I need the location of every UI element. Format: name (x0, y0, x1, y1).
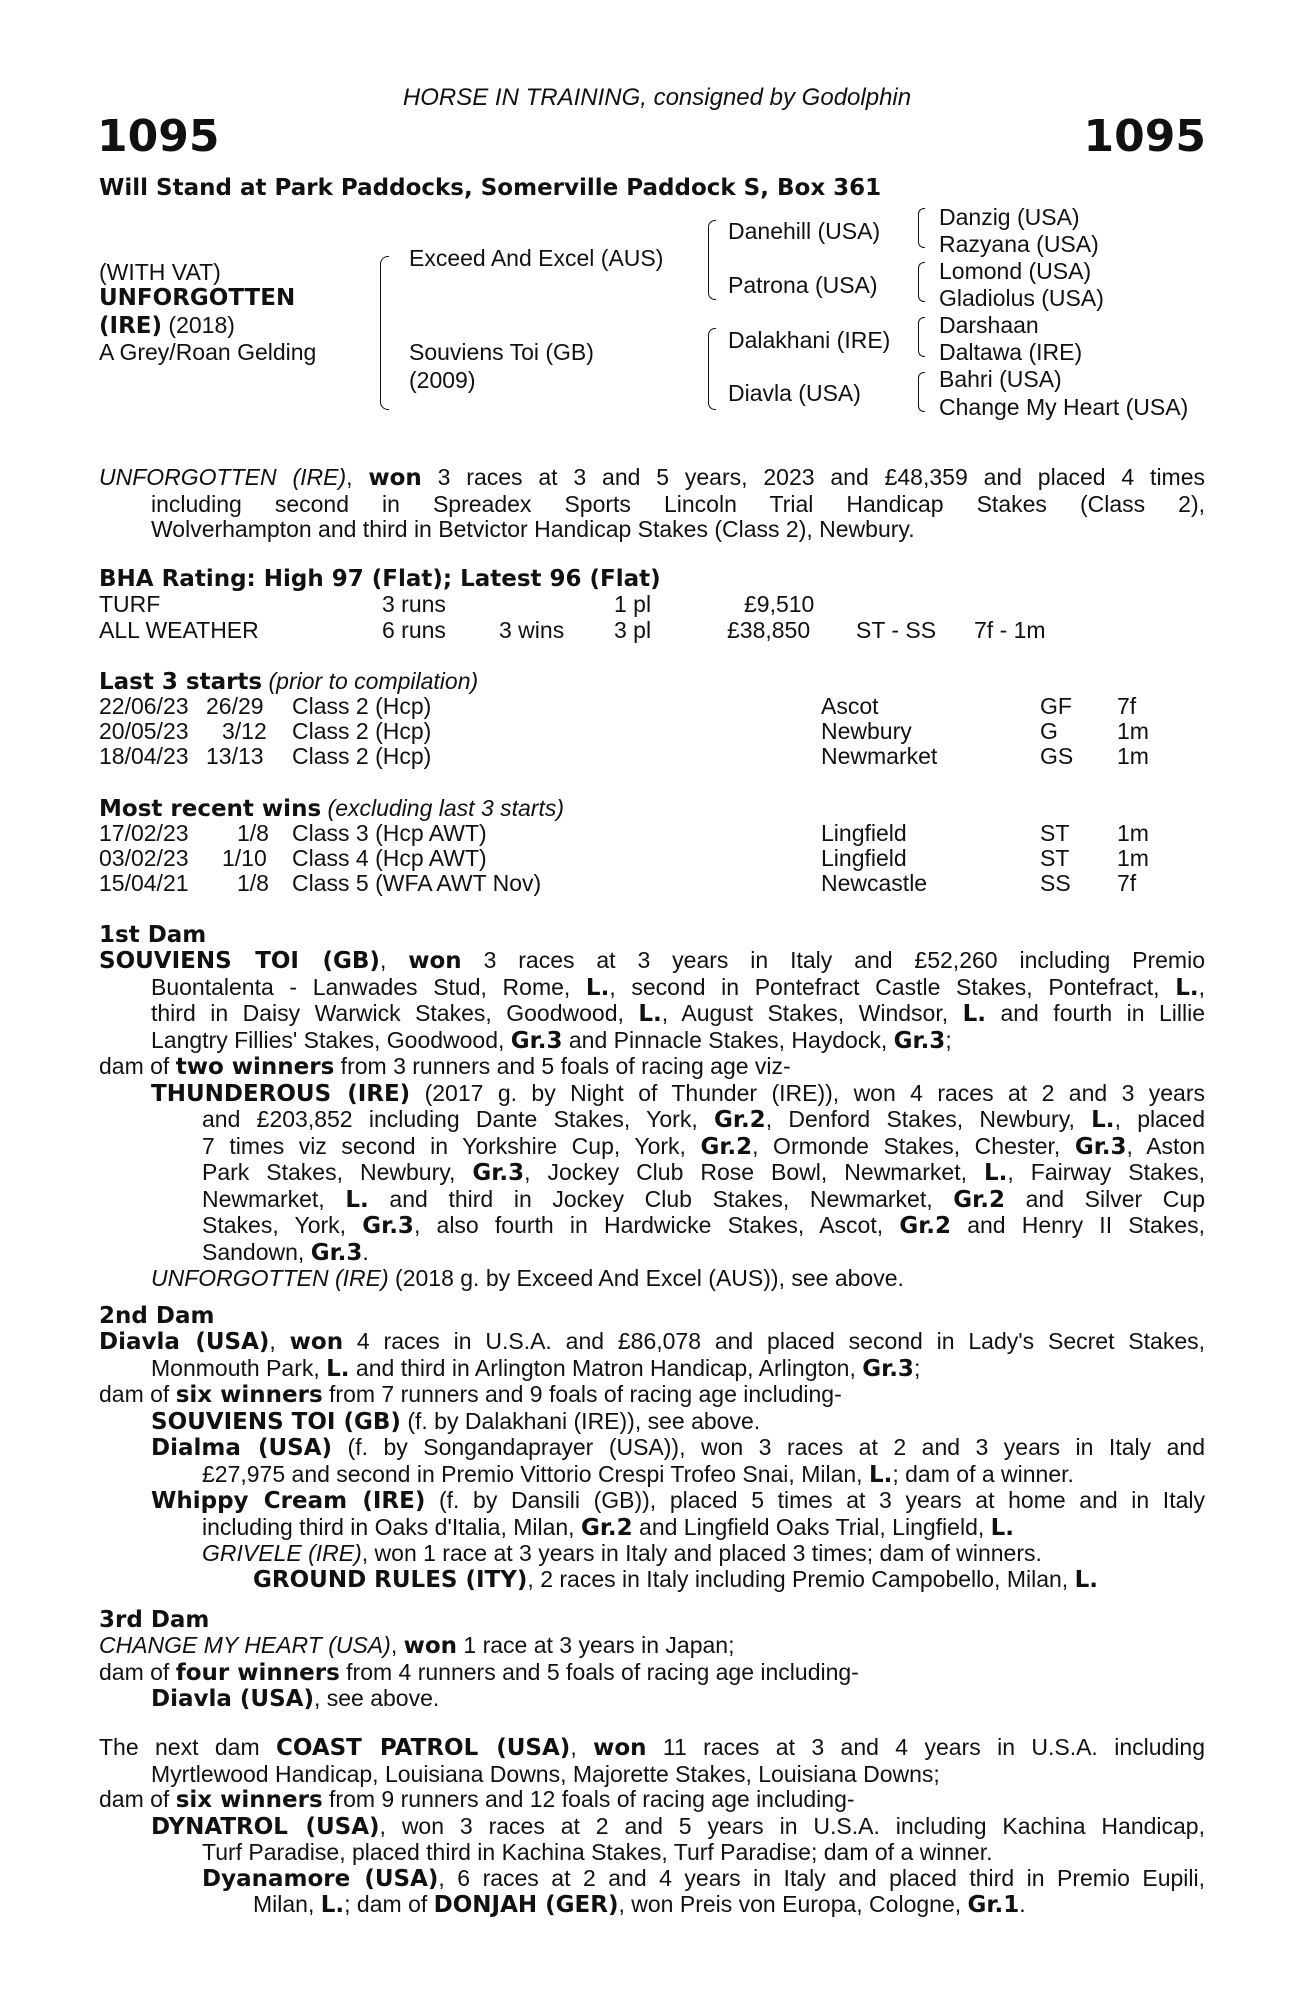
recent-wins-row: 15/04/21 1/8 Class 5 (WFA AWT Nov) Newcastle SS 7f (99, 870, 1137, 896)
produce-grivele: GRIVELE (IRE), won 1 race at 3 years in Italy and placed 3 times; dam of winners. (202, 1540, 1042, 1566)
recent-wins-heading: Most recent wins (excluding last 3 starts) (99, 795, 565, 822)
rating-row-all-weather: ALL WEATHER 6 runs 3 wins 3 pl £38,850 ST - SS 7f - 1m (99, 617, 1046, 643)
recent-wins-row: 17/02/23 1/8 Class 3 (Hcp AWT) Lingfield ST 1m (99, 820, 1149, 846)
vat-note: (WITH VAT) (99, 259, 221, 285)
pedigree-dsd: Daltawa (IRE) (939, 339, 1083, 365)
horse-description: A Grey/Roan Gelding (99, 339, 317, 365)
recent-wins-row: 03/02/23 1/10 Class 4 (Hcp AWT) Lingfield ST 1m (99, 845, 1149, 871)
dam2-text: Diavla (USA), won 4 races in U.S.A. and £86,078 and placed second in Lady's Secret Stakes, Monmouth Park, L. and third in Arlington Matron Handicap, Arlington, Gr.3; dam of six winners from 7 runners and 9 foals of racing age including- SOUVIENS TOI (GB) (f. by Dalakhani (IRE)), see above. Dialma (USA) (f. by Songandaprayer (USA)), won 3 races at 2 and 3 years in Italy and £27,975 and second in Premio Vittorio Crespi Trofeo Snai, Milan, L.; dam of a winner. Whippy Cream (IRE) (f. by Dansili (GB)), placed 5 times at 3 years at home and in Italy including third in Oaks d'Italia, Milan, Gr.2 and Lingfield Oaks Trial, Lingfield, L. GRIVELE (IRE), won 1 race at 3 years in Italy and placed 3 times; dam of winners. GROUND RULES (ITY), 2 races in Italy including Premio Campobello, Milan, L. (99, 1328, 1206, 1593)
pedigree-ds: Dalakhani (IRE) (728, 327, 891, 353)
dam2-heading: 2nd Dam (99, 1303, 215, 1329)
last3-heading: Last 3 starts (prior to compilation) (99, 668, 479, 695)
pedigree-dds: Bahri (USA) (939, 366, 1062, 392)
last3-row: 20/05/23 3/12 Class 2 (Hcp) Newbury G 1m (99, 718, 1149, 744)
pedigree-brace-ds (918, 317, 925, 357)
pedigree-dam: Souviens Toi (GB) (409, 339, 594, 365)
horse-year: (2018) (168, 312, 235, 338)
produce-ground-rules: GROUND RULES (ITY), 2 races in Italy including Premio Campobello, Milan, L. (253, 1565, 1098, 1593)
produce-dyanamore: Dyanamore (USA), 6 races at 2 and 4 years in Italy and placed third in Premio Eupili, (202, 1864, 1206, 1892)
horse-country: (IRE) (99, 313, 163, 339)
pedigree-dam-year: (2009) (409, 367, 476, 393)
dam3-heading: 3rd Dam (99, 1607, 210, 1633)
last3-row: 22/06/23 26/29 Class 2 (Hcp) Ascot GF 7f (99, 693, 1137, 719)
dam3-text: CHANGE MY HEART (USA), won 1 race at 3 years in Japan; dam of four winners from 4 runners and 5 foals of racing age including- Diavla (USA), see above. (99, 1633, 1205, 1713)
summary-line-1: UNFORGOTTEN (IRE), won 3 races at 3 and 5 years, 2023 and £48,359 and placed 4 times (99, 464, 1206, 491)
horse-name: UNFORGOTTEN (99, 285, 296, 311)
pedigree-ss: Danehill (USA) (728, 218, 881, 244)
produce-thunderous: THUNDEROUS (IRE) (2017 g. by Night of Thunder (IRE)), won 4 races at 2 and 3 years (151, 1079, 1205, 1107)
pedigree-brace-main (380, 256, 389, 410)
pedigree-sdd: Gladiolus (USA) (939, 285, 1104, 311)
produce-unforgotten: UNFORGOTTEN (IRE) (2018 g. by Exceed And Excel (AUS)), see above. (151, 1265, 904, 1291)
produce-dialma: Dialma (USA) (f. by Songandaprayer (USA)), won 3 races at 2 and 3 years in Italy and (151, 1434, 1205, 1461)
next-dam-text: The next dam COAST PATROL (USA), won 11 races at 3 and 4 years in U.S.A. including Myrtlewood Handicap, Louisiana Downs, Majorette Stakes, Louisiana Downs; dam of six winners from 9 runners and 12 foals of racing age including- DYNATROL (USA), won 3 races at 2 and 5 years in U.S.A. including Kachina Handicap, Turf Paradise, placed third in Kachina Stakes, Turf Paradise; dam of a winner. Dyanamore (USA), 6 races at 2 and 4 years in Italy and placed third in Premio Eupili, Milan, L.; dam of DONJAH (GER), won Preis von Europa, Cologne, Gr.1. (99, 1734, 1206, 1918)
pedigree-brace-dam (708, 328, 716, 410)
summary-line-2: including second in Spreadex Sports Lincoln Trial Handicap Stakes (Class 2), (151, 490, 1205, 517)
lot-number-left: 1095 (97, 111, 220, 162)
pedigree-sss: Danzig (USA) (939, 204, 1080, 230)
pedigree-brace-sd (918, 262, 925, 302)
produce-diavla: Diavla (USA), see above. (151, 1685, 440, 1712)
horse-origin (99, 313, 235, 340)
stand-location: Will Stand at Park Paddocks, Somerville Paddock S, Box 361 (99, 175, 882, 201)
pedigree-brace-dd (918, 372, 925, 412)
lot-number-right: 1095 (1083, 111, 1206, 162)
summary-line-3: Wolverhampton and third in Betvictor Handicap Stakes (Class 2), Newbury. (151, 516, 915, 542)
pedigree-dd: Diavla (USA) (728, 380, 861, 406)
pedigree-ddd: Change My Heart (USA) (939, 394, 1189, 420)
produce-souviens-toi: SOUVIENS TOI (GB) (f. by Dalakhani (IRE)), see above. (151, 1407, 761, 1435)
pedigree-brace-ss (918, 208, 925, 248)
consignor-line: HORSE IN TRAINING, consigned by Godolphin (402, 84, 912, 111)
produce-dynatrol: DYNATROL (USA), won 3 races at 2 and 5 years in U.S.A. including Kachina Handicap, (151, 1812, 1205, 1840)
rating-row-turf: TURF 3 runs 1 pl £9,510 (99, 591, 815, 617)
pedigree-dss: Darshaan (939, 312, 1039, 338)
pedigree-sds: Lomond (USA) (939, 258, 1092, 284)
pedigree-sire: Exceed And Excel (AUS) (409, 245, 664, 271)
dam1-heading: 1st Dam (99, 922, 207, 948)
pedigree-sd: Patrona (USA) (728, 272, 878, 298)
produce-whippy-cream: Whippy Cream (IRE) (f. by Dansili (GB)), placed 5 times at 3 years at home and in Italy (151, 1487, 1205, 1514)
race-summary (99, 465, 1205, 543)
dam1-text: SOUVIENS TOI (GB), won 3 races at 3 years in Italy and £52,260 including Premio Buontalenta - Lanwades Stud, Rome, L., second in Pontefract Castle Stakes, Pontefract, L., third in Daisy Warwick Stakes, Goodwood, L., August Stakes, Windsor, L. and fourth in Lillie Langtry Fillies' Stakes, Goodwood, Gr.3 and Pinnacle Stakes, Haydock, Gr.3; dam of two winners from 3 runners and 5 foals of racing age viz- THUNDEROUS (IRE) (2017 g. by Night of Thunder (IRE)), won 4 races at 2 and 3 years and £203,852 including Dante Stakes, York, Gr.2, Denford Stakes, Newbury, L., placed 7 times viz second in Yorkshire Cup, York, Gr.2, Ormonde Stakes, Chester, Gr.3, Aston Park Stakes, Newbury, Gr.3, Jockey Club Rose Bowl, Newmarket, L., Fairway Stakes, Newmarket, L. and third in Jockey Club Stakes, Newmarket, Gr.2 and Silver Cup Stakes, York, Gr.3, also fourth in Hardwicke Stakes, Ascot, Gr.2 and Henry II Stakes, Sandown, Gr.3. UNFORGOTTEN (IRE) (2018 g. by Exceed And Excel (AUS)), see above. (99, 947, 1206, 1291)
pedigree-ssd: Razyana (USA) (939, 231, 1099, 257)
last3-row: 18/04/23 13/13 Class 2 (Hcp) Newmarket GS 1m (99, 743, 1149, 769)
bha-rating-heading: BHA Rating: High 97 (Flat); Latest 96 (Flat) (99, 566, 661, 592)
pedigree-brace-sire (708, 220, 716, 300)
